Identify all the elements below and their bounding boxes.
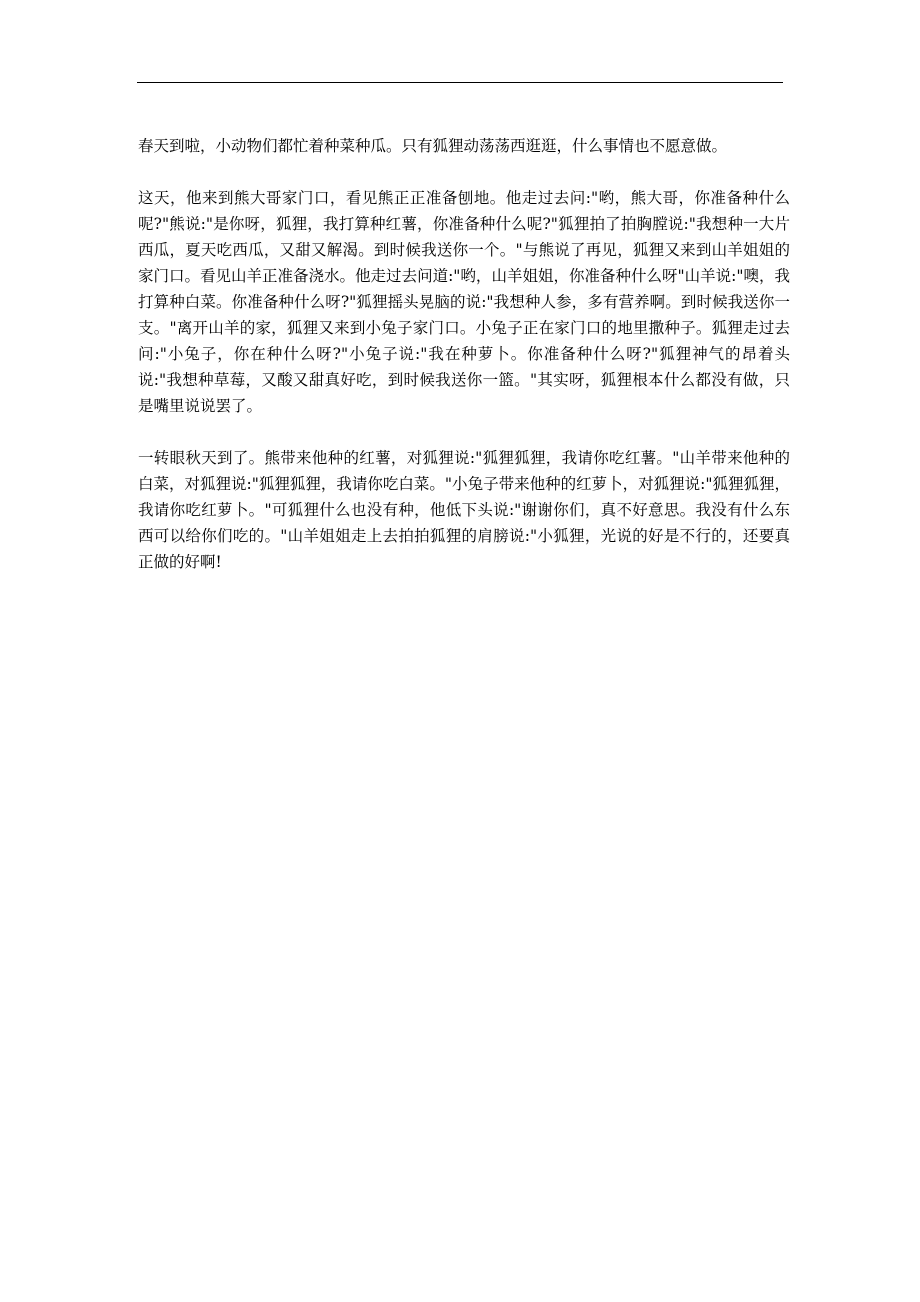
paragraph-autumn: 一转眼秋天到了。熊带来他种的红薯，对狐狸说:"狐狸狐狸，我请你吃红薯。"山羊带来他种的白菜，对狐狸说:"狐狸狐狸，我请你吃白菜。"小兔子带来他种的红萝卜，对狐狸说:"狐狸狐狸，我请你吃红萝卜。"可狐狸什么也没有种，他低下头说:"谢谢你们，真不好意思。我没有什么东西可以给你们吃的。"山羊姐姐走上去拍拍狐狸的肩膀说:"小狐狸，光说的好是不行的，还要真正做的好啊! <box>138 449 790 571</box>
paragraph-visits: 这天，他来到熊大哥家门口，看见熊正正准备刨地。他走过去问:"哟，熊大哥，你准备种什么呢?"熊说:"是你呀，狐狸，我打算种红薯，你准备种什么呢?"狐狸拍了拍胸膛说:"我想种一大片西瓜，夏天吃西瓜，又甜又解渴。到时候我送你一个。"与熊说了再见，狐狸又来到山羊姐姐的家门口。看见山羊正准备浇水。他走过去问道:"哟，山羊姐姐，你准备种什么呀"山羊说:"噢，我打算种白菜。你准备种什么呀?"狐狸摇头晃脑的说:"我想种人参，多有营养啊。到时候我送你一支。"离开山羊的家，狐狸又来到小兔子家门口。小兔子正在家门口的地里撒种子。狐狸走过去问:"小兔子，你在种什么呀?"小兔子说:"我在种萝卜。你准备种什么呀?"狐狸神气的昂着头说:"我想种草莓，又酸又甜真好吃，到时候我送你一篮。"其实呀，狐狸根本什么都没有做，只是嘴里说说罢了。 <box>138 189 790 415</box>
header-rule <box>137 82 783 83</box>
paragraph-spring: 春天到啦，小动物们都忙着种菜种瓜。只有狐狸动荡荡西逛逛，什么事情也不愿意做。 <box>138 137 728 155</box>
story-body <box>138 133 790 601</box>
